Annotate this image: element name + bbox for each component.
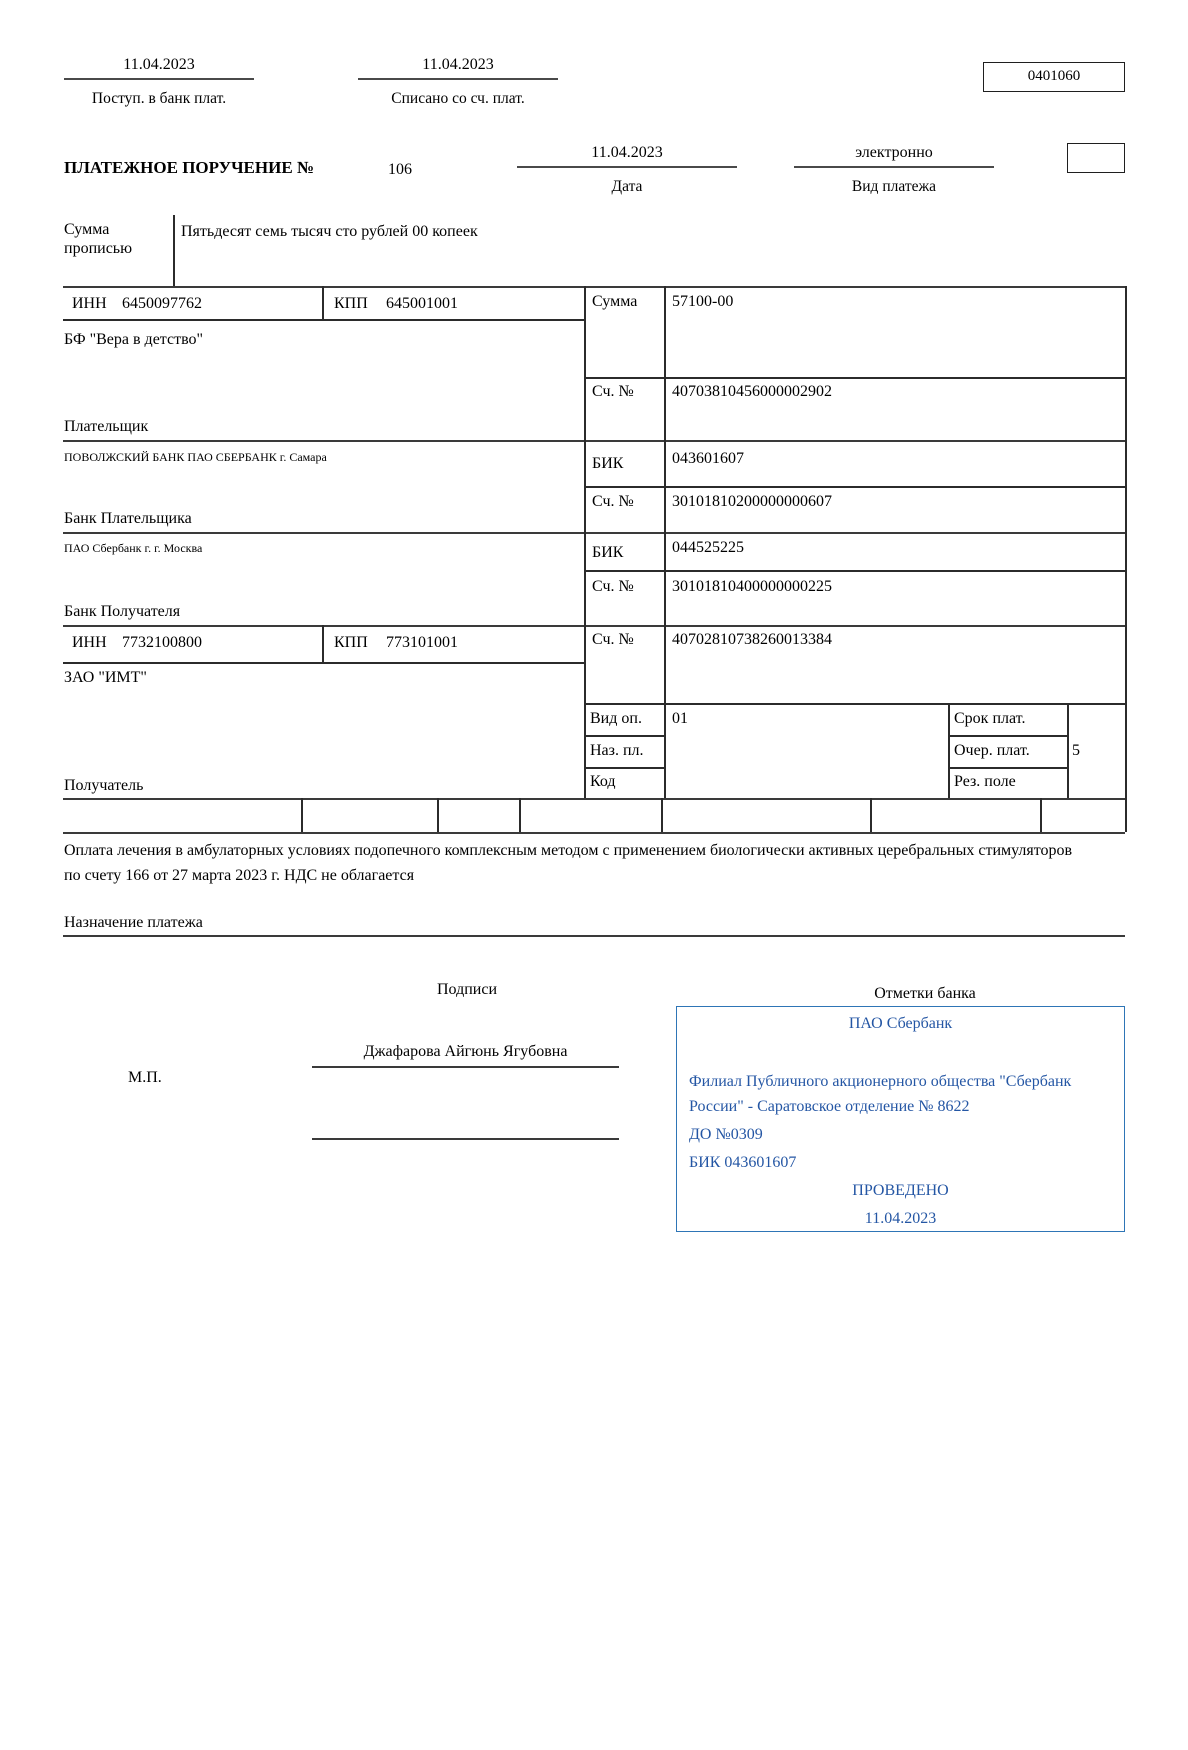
payer-inn-value: 6450097762 (122, 295, 202, 312)
priority-label: Очер. плат. (954, 742, 1030, 759)
document-title: ПЛАТЕЖНОЕ ПОРУЧЕНИЕ № (64, 158, 315, 177)
purpose-label: Назначение платежа (64, 914, 203, 931)
stamp-place-label: М.П. (128, 1069, 162, 1086)
stamp-bank-name: ПАО Сбербанк (848, 1015, 953, 1032)
stamp-branch-line1: Филиал Публичного акционерного общества "Сбербанк (689, 1073, 1072, 1090)
payer-bank-account-value: 30101810200000000607 (672, 493, 832, 510)
table-border-line (173, 215, 175, 288)
payee-kpp-label: КПП (334, 634, 368, 651)
payer-bank-account-label: Сч. № (592, 493, 634, 510)
table-border-line (63, 935, 1125, 937)
priority-value: 5 (1072, 742, 1080, 759)
payer-bank-bik-label: БИК (592, 455, 624, 472)
table-border-line (870, 798, 872, 832)
payee-name: ЗАО "ИМТ" (64, 669, 147, 686)
table-border-line (584, 735, 665, 737)
table-border-line (661, 798, 663, 832)
table-border-line (301, 798, 303, 832)
payer-bank-bik-value: 043601607 (672, 450, 744, 467)
table-border-line (1125, 286, 1127, 832)
payee-bank-account-label: Сч. № (592, 578, 634, 595)
table-border-line (584, 767, 665, 769)
op-kind-label: Вид оп. (590, 710, 642, 727)
sum-value: 57100-00 (672, 293, 734, 310)
payer-kpp-label: КПП (334, 295, 368, 312)
table-border-line (63, 440, 1125, 442)
table-border-line (63, 832, 1125, 834)
table-border-line (63, 286, 1125, 288)
payee-account-label: Сч. № (592, 631, 634, 648)
priority-code-box (1067, 143, 1125, 173)
date-label: Дата (611, 178, 643, 195)
received-date-label: Поступ. в банк плат. (91, 90, 227, 107)
payer-bank-name: ПОВОЛЖСКИЙ БАНК ПАО СБЕРБАНК г. Самара (64, 450, 327, 464)
reserve-field-label: Рез. поле (954, 773, 1016, 790)
table-border-line (664, 286, 666, 798)
payee-bank-label: Банк Получателя (64, 603, 181, 620)
document-number: 106 (388, 161, 412, 178)
purpose-code-label: Наз. пл. (590, 742, 644, 759)
signatures-title: Подписи (436, 981, 498, 998)
payee-label: Получатель (64, 777, 144, 794)
table-border-line (63, 625, 1125, 627)
payer-inn-label: ИНН (72, 295, 107, 312)
payment-kind-value: электронно (794, 144, 994, 168)
payee-bank-bik-value: 044525225 (672, 539, 744, 556)
received-date-value: 11.04.2023 (64, 56, 254, 80)
table-border-line (1067, 703, 1069, 798)
payee-inn-value: 7732100800 (122, 634, 202, 651)
table-border-line (322, 286, 324, 319)
stamp-office: ДО №0309 (689, 1126, 763, 1143)
purpose-text-line1: Оплата лечения в амбулаторных условиях подопечного комплексным методом с применением биологически активных церебральных стимуляторов (64, 842, 1073, 859)
table-border-line (322, 625, 324, 662)
op-kind-value: 01 (672, 710, 688, 727)
signature-line (312, 1066, 619, 1068)
table-border-line (63, 662, 584, 664)
debited-date-label: Списано со сч. плат. (391, 90, 525, 107)
payment-kind-label: Вид платежа (851, 178, 937, 195)
payer-label: Плательщик (64, 418, 149, 435)
form-code-box (983, 62, 1125, 92)
sum-label: Сумма (592, 293, 638, 310)
amount-words-value: Пятьдесят семь тысяч сто рублей 00 копеек (181, 223, 478, 240)
date-value: 11.04.2023 (517, 144, 737, 168)
form-code-value: 0401060 (1027, 68, 1081, 84)
code-label: Код (590, 773, 616, 790)
payer-account-label: Сч. № (592, 383, 634, 400)
stamp-date: 11.04.2023 (864, 1210, 937, 1227)
payer-account-value: 40703810456000002902 (672, 383, 832, 400)
signature-line (312, 1138, 619, 1140)
payee-bank-name: ПАО Сбербанк г. г. Москва (64, 541, 203, 555)
table-border-line (519, 798, 521, 832)
stamp-status: ПРОВЕДЕНО (852, 1182, 949, 1199)
table-border-line (584, 286, 586, 798)
table-border-line (63, 319, 584, 321)
table-border-line (1040, 798, 1042, 832)
table-border-line (437, 798, 439, 832)
payee-bank-account-value: 30101810400000000225 (672, 578, 832, 595)
table-border-line (948, 703, 950, 798)
payee-account-value: 40702810738260013384 (672, 631, 832, 648)
table-border-line (948, 767, 1067, 769)
amount-words-label: Сумма прописью (64, 221, 133, 258)
debited-date-value: 11.04.2023 (358, 56, 558, 80)
payer-name: БФ "Вера в детство" (64, 331, 204, 348)
table-border-line (948, 735, 1067, 737)
bank-marks-title: Отметки банка (874, 985, 976, 1002)
payer-kpp-value: 645001001 (386, 295, 458, 312)
stamp-bik: БИК 043601607 (689, 1154, 797, 1171)
payee-inn-label: ИНН (72, 634, 107, 651)
purpose-text-line2: по счету 166 от 27 марта 2023 г. НДС не облагается (64, 867, 415, 884)
signer-name: Джафарова Айгюнь Ягубовна (363, 1043, 568, 1060)
bank-stamp-box (676, 1006, 1125, 1232)
payee-bank-bik-label: БИК (592, 544, 624, 561)
payee-kpp-value: 773101001 (386, 634, 458, 651)
table-border-line (63, 798, 1125, 800)
stamp-branch-line2: России" - Саратовское отделение № 8622 (689, 1098, 970, 1115)
table-border-line (63, 532, 1125, 534)
term-label: Срок плат. (954, 710, 1026, 727)
payer-bank-label: Банк Плательщика (64, 510, 192, 527)
